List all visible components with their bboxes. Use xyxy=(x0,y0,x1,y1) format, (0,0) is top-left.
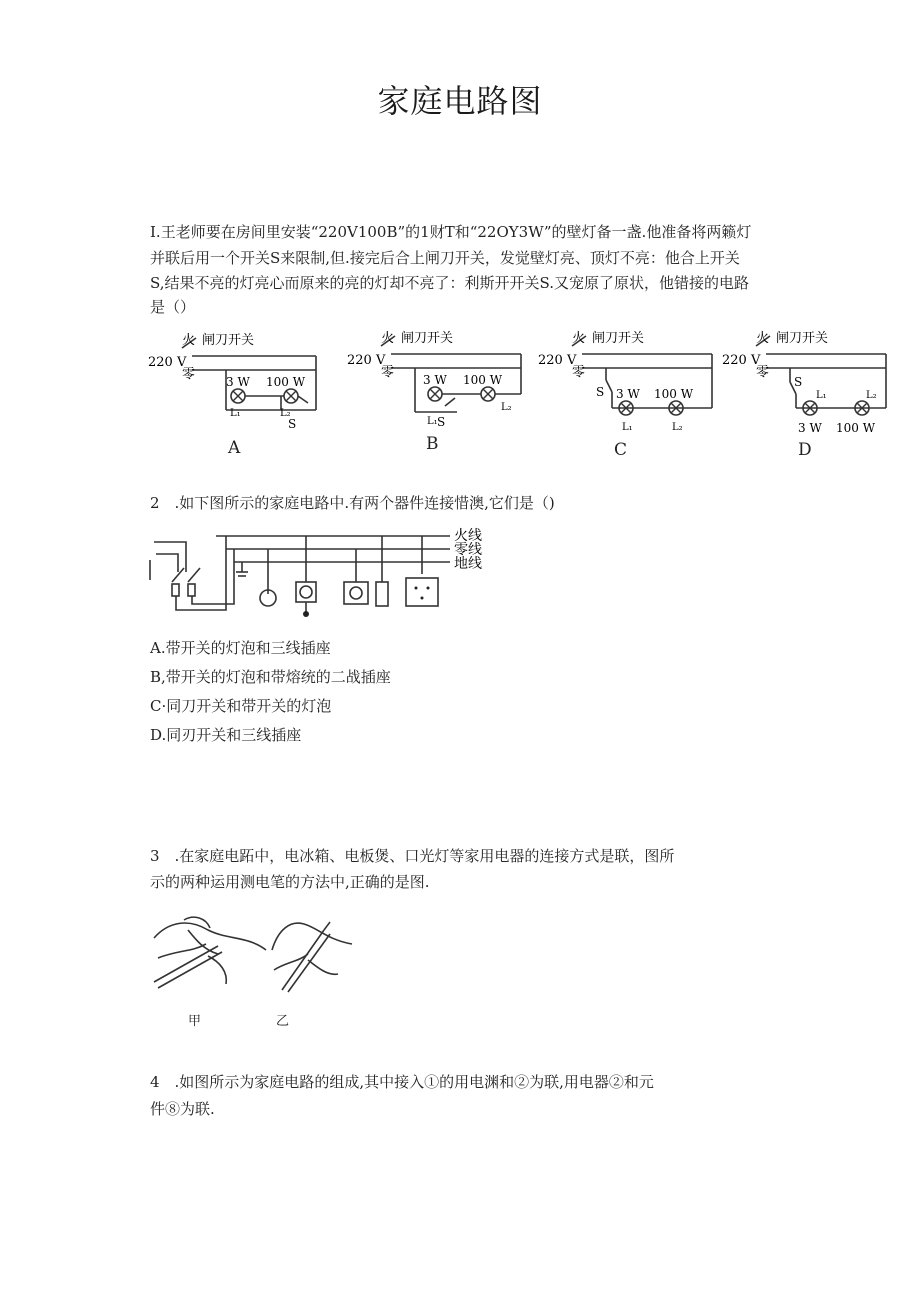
q2-option-a: A.带开关的灯泡和三线插座 xyxy=(150,639,331,657)
q1-c-watt100-label: 100 W xyxy=(654,387,694,401)
q1-a-watt3-label: 3 W xyxy=(226,375,250,389)
q1-a-l2-label: L₂ xyxy=(280,408,291,419)
wire-label-ground: 地线 xyxy=(454,556,482,572)
q1-line-3: S,结果不亮的灯亮心而原来的亮的灯却不亮了：利斯开开关S.又宠原了原状，他错接的电路 xyxy=(150,274,750,292)
q1-caption-b: B xyxy=(426,434,439,454)
q1-b-voltage-label: 220 V xyxy=(347,353,386,368)
q1-c-s-label: S xyxy=(596,385,605,399)
q1-b-l1-label: L₁ xyxy=(427,416,438,427)
q1-a-fire-label: 火 xyxy=(182,333,196,348)
test-pen-illustration-yi xyxy=(268,910,358,1002)
q1-d-l1-label: L₁ xyxy=(816,390,827,401)
circuit-diagram-c xyxy=(536,326,716,438)
q1-d-fire-label: 火 xyxy=(756,331,770,346)
wire-label-neutral: 零线 xyxy=(454,542,482,558)
q3-caption-jia: 甲 xyxy=(188,1014,202,1029)
q1-c-voltage-label: 220 V xyxy=(538,353,577,368)
q1-b-s-label: S xyxy=(437,415,446,429)
q4-line-1: 4 .如图所示为家庭电路的组成,其中接入①的用电渊和②为联,用电器②和元 xyxy=(150,1073,654,1091)
q1-b-watt100-label: 100 W xyxy=(463,373,503,387)
q1-d-s-label: S xyxy=(794,375,803,389)
q3-line-1: 3 .在家庭电跖中，电冰箱、电板煲、口光灯等家用电器的连接方式是联，图所 xyxy=(150,847,675,865)
q1-line-1: I.王老师要在房间里安装“220V100B”的1财T和“22OY3W”的壁灯备一盏.他准备将两籁灯 xyxy=(150,223,752,241)
test-pen-illustration-jia xyxy=(148,910,270,1002)
q1-a-l1-label: L₁ xyxy=(230,408,241,419)
wire-label-live: 火线 xyxy=(454,528,482,544)
q1-c-l2-label: L₂ xyxy=(672,422,683,433)
q3-caption-yi: 乙 xyxy=(276,1014,290,1029)
q1-d-l2-label: L₂ xyxy=(866,390,877,401)
q1-caption-a: A xyxy=(228,438,241,458)
q4-line-2: 件⑧为联. xyxy=(150,1100,215,1118)
q1-b-l2-label: L₂ xyxy=(501,402,512,413)
q3-line-2: 示的两种运用测电笔的方法中,正确的是图. xyxy=(150,873,430,891)
household-circuit-diagram xyxy=(146,524,506,636)
q1-b-fire-label: 火 xyxy=(381,331,395,346)
q1-a-zero-label: 零 xyxy=(182,367,196,382)
q1-d-voltage-label: 220 V xyxy=(722,353,761,368)
q2-option-c: C·同刀开关和带开关的灯泡 xyxy=(150,697,332,715)
q2-option-d: D.同刃开关和三线插座 xyxy=(150,726,302,744)
q1-c-zero-label: 零 xyxy=(572,365,586,380)
q1-line-4: 是（） xyxy=(150,298,196,316)
circuit-diagram-a xyxy=(146,328,326,438)
q1-line-2: 并联后用一个开关S来限制,但.接完后合上闸刀开关，发觉壁灯亮、顶灯不亮：他合上开关 xyxy=(150,249,740,267)
q2-option-b: B,带开关的灯泡和带熔统的二战插座 xyxy=(150,668,391,686)
q1-d-zero-label: 零 xyxy=(756,365,770,380)
q1-caption-d: D xyxy=(798,440,812,460)
q1-b-watt3-label: 3 W xyxy=(423,373,447,387)
q1-d-watt3-label: 3 W xyxy=(798,421,822,435)
q1-d-knife-switch-label: 闸刀开关 xyxy=(776,331,829,346)
q1-b-zero-label: 零 xyxy=(381,365,395,380)
q1-a-watt100-label: 100 W xyxy=(266,375,306,389)
q1-c-knife-switch-label: 闸刀开关 xyxy=(592,331,645,346)
q1-a-knife-switch-label: 闸刀开关 xyxy=(202,333,255,348)
q1-c-l1-label: L₁ xyxy=(622,422,633,433)
q1-c-watt3-label: 3 W xyxy=(616,387,640,401)
circuit-diagram-b xyxy=(345,326,525,436)
q1-caption-c: C xyxy=(614,440,628,460)
page-title: 家庭电路图 xyxy=(377,82,543,120)
q1-b-knife-switch-label: 闸刀开关 xyxy=(401,331,454,346)
q1-c-fire-label: 火 xyxy=(572,331,586,346)
q1-a-s-label: S xyxy=(288,417,297,431)
q2-stem: 2 .如下图所示的家庭电路中.有两个器件连接惜澳,它们是（) xyxy=(150,494,555,512)
q1-d-watt100-label: 100 W xyxy=(836,421,876,435)
circuit-diagram-d xyxy=(720,326,900,438)
q1-a-voltage-label: 220 V xyxy=(148,355,187,370)
